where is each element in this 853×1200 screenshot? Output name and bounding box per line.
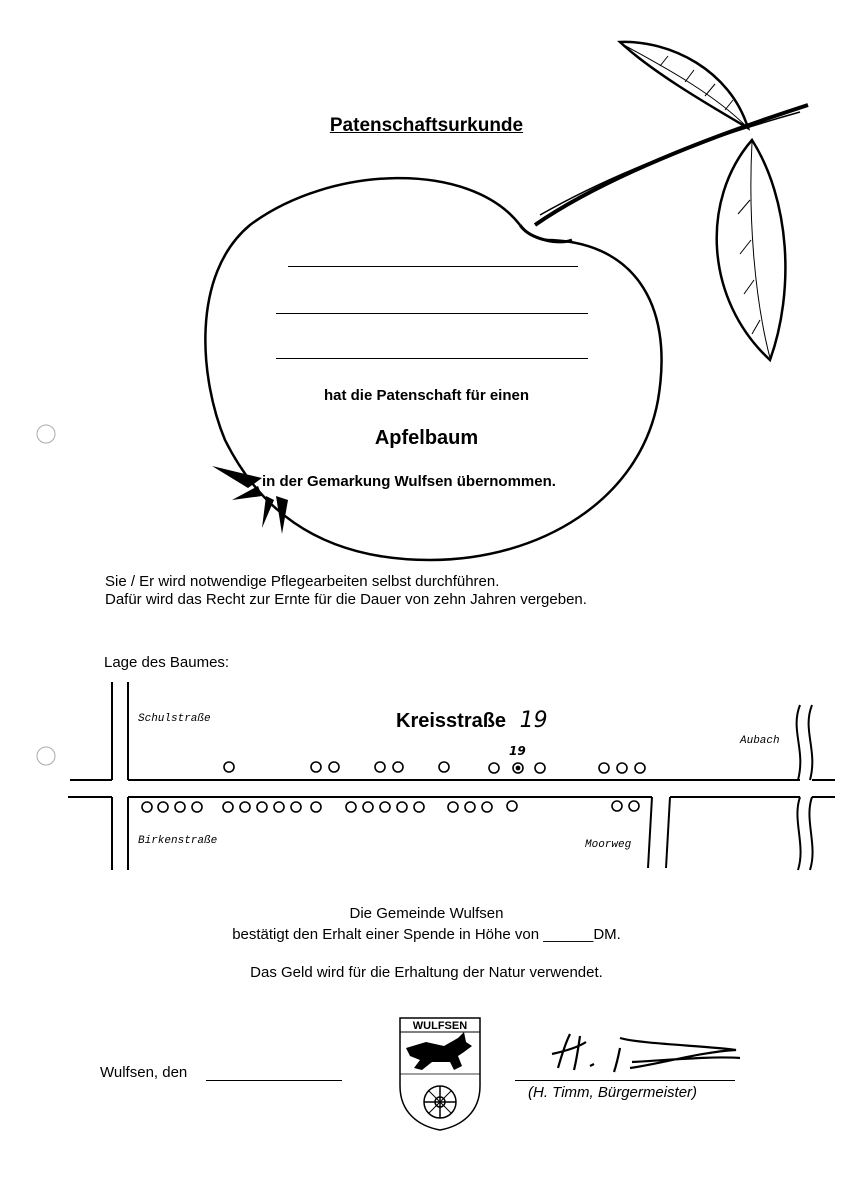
street-kreisstrasse (396, 708, 548, 733)
aubach-stream (797, 705, 801, 870)
tree-marker (397, 802, 407, 812)
donation-prefix: bestätigt den Erhalt einer Spende in Höhe von (232, 926, 540, 943)
tree-marker (439, 762, 449, 772)
paragraph-line: Sie / Er wird notwendige Pflegearbeiten selbst durchführen. (105, 573, 500, 590)
tree-marker (223, 802, 233, 812)
label-moorweg: Moorweg (585, 839, 632, 851)
location-text: in der Gemarkung Wulfsen übernommen. (262, 473, 556, 490)
tree-marker (414, 802, 424, 812)
tree-marker (311, 762, 321, 772)
paragraph-line: Dafür wird das Recht zur Ernte für die Dauer von zehn Jahren vergeben. (105, 591, 587, 608)
label-aubach: Aubach (740, 735, 780, 747)
tree-row-north (224, 762, 645, 773)
tree-marker (311, 802, 321, 812)
tree-marker (363, 802, 373, 812)
signature-line (515, 1080, 735, 1081)
tree-marker (291, 802, 301, 812)
moorweg-edge (648, 797, 652, 868)
label-schulstrasse: Schulstraße (138, 713, 211, 725)
tree-marker (612, 801, 622, 811)
tree-marker (393, 762, 403, 772)
tree-marker (535, 763, 545, 773)
moorweg-edge (666, 797, 670, 868)
tree-marker (142, 802, 152, 812)
location-heading: Lage des Baumes: (104, 654, 230, 671)
tree-type: Apfelbaum (374, 427, 479, 449)
tree-marker (224, 762, 234, 772)
tree-marker (635, 763, 645, 773)
label-birkenstrasse: Birkenstraße (138, 835, 218, 847)
tree-marker (482, 802, 492, 812)
crest-name: WULFSEN (412, 1020, 468, 1032)
tree-marker (257, 802, 267, 812)
tree-marker (507, 801, 517, 811)
tree-marker (599, 763, 609, 773)
tree-marker (329, 762, 339, 772)
municipality-line: Die Gemeinde Wulfsen (349, 905, 504, 922)
tree-marker (617, 763, 627, 773)
wulfsen-crest-icon (392, 1012, 488, 1132)
tree-marker (346, 802, 356, 812)
currency: DM. (593, 926, 621, 943)
date-blank-line (206, 1080, 342, 1081)
tree-marker (375, 762, 385, 772)
aubach-stream (809, 705, 813, 870)
tree-marker (274, 802, 284, 812)
document-title: Patenschaftsurkunde (329, 115, 524, 136)
tree-marker (448, 802, 458, 812)
date-label: Wulfsen, den (100, 1064, 188, 1081)
tree-marker (465, 802, 475, 812)
signature-caption: (H. Timm, Bürgermeister) (528, 1084, 698, 1101)
donation-line (0, 926, 853, 943)
usage-line: Das Geld wird für die Erhaltung der Natur verwendet. (250, 964, 603, 981)
handwritten-house-number: 19 (519, 708, 548, 733)
donation-amount-blank: ______ (543, 926, 594, 943)
tree-marker (489, 763, 499, 773)
tree-marker (380, 802, 390, 812)
tree-number-label: 19 (509, 744, 526, 758)
street-name: Kreisstraße (396, 710, 507, 732)
sponsorship-text: hat die Patenschaft für einen (323, 387, 530, 404)
selected-tree-dot (516, 766, 519, 769)
tree-marker (629, 801, 639, 811)
tree-row-south (142, 801, 639, 812)
mayor-signature (540, 1024, 750, 1084)
tree-marker (158, 802, 168, 812)
tree-marker (175, 802, 185, 812)
tree-marker (192, 802, 202, 812)
tree-marker (240, 802, 250, 812)
